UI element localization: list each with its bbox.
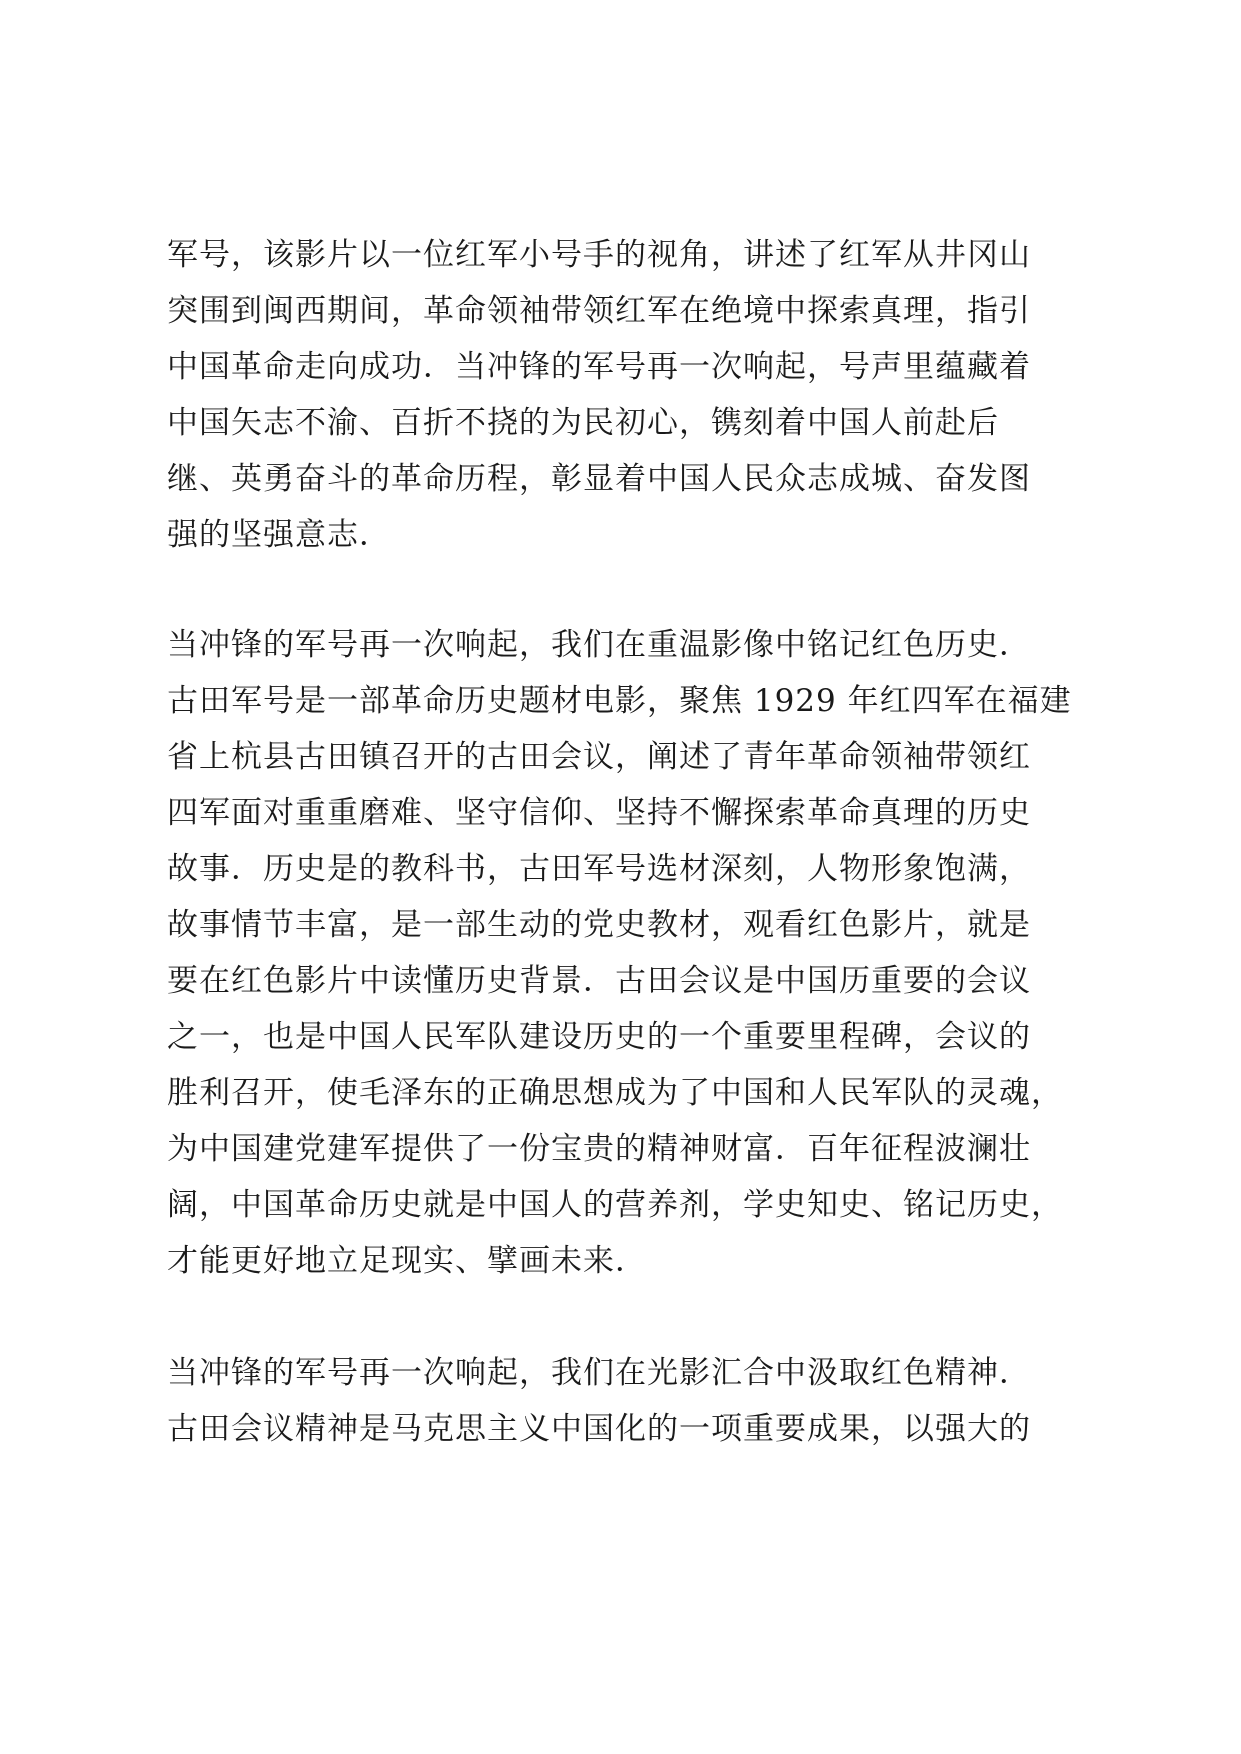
- paragraph-2: [167, 617, 1087, 1289]
- paragraph-line: 当冲锋的军号再一次响起，我们在重温影像中铭记红色历史．: [167, 627, 1031, 663]
- paragraph-line: 胜利召开，使毛泽东的正确思想成为了中国和人民军队的灵魂，: [167, 1075, 1063, 1111]
- paragraph-line: 之一，也是中国人民军队建设历史的一个重要里程碑，会议的: [167, 1019, 1031, 1055]
- paragraph-line: 古田会议精神是马克思主义中国化的一项重要成果，以强大的: [167, 1411, 1031, 1447]
- paragraph-3: [167, 1345, 1087, 1457]
- paragraph-line: 故事．历史是的教科书，古田军号选材深刻，人物形象饱满，: [167, 851, 1031, 887]
- paragraph-line: 才能更好地立足现实、擘画未来．: [167, 1243, 647, 1279]
- paragraph-line: 故事情节丰富，是一部生动的党史教材，观看红色影片，就是: [167, 907, 1031, 943]
- paragraph-line: 继、英勇奋斗的革命历程，彰显着中国人民众志成城、奋发图: [167, 461, 1031, 497]
- paragraph-line: 军号，该影片以一位红军小号手的视角，讲述了红军从井冈山: [167, 237, 1031, 273]
- paragraph-line: 四军面对重重磨难、坚守信仰、坚持不懈探索革命真理的历史: [167, 795, 1031, 831]
- paragraph-line: 要在红色影片中读懂历史背景．古田会议是中国历重要的会议: [167, 963, 1031, 999]
- paragraph-line: 阔，中国革命历史就是中国人的营养剂，学史知史、铭记历史，: [167, 1187, 1063, 1223]
- paragraph-line: 强的坚强意志．: [167, 517, 391, 553]
- paragraph-line: 省上杭县古田镇召开的古田会议，阐述了青年革命领袖带领红: [167, 739, 1031, 775]
- paragraph-line: 当冲锋的军号再一次响起，我们在光影汇合中汲取红色精神．: [167, 1355, 1031, 1391]
- paragraph-line: 突围到闽西期间，革命领袖带领红军在绝境中探索真理，指引: [167, 293, 1031, 329]
- paragraph-line: 为中国建党建军提供了一份宝贵的精神财富．百年征程波澜壮: [167, 1131, 1031, 1167]
- paragraph-1: [167, 227, 1087, 563]
- paragraph-line: 中国革命走向成功．当冲锋的军号再一次响起，号声里蕴藏着: [167, 349, 1031, 385]
- paragraph-line: 中国矢志不渝、百折不挠的为民初心，镌刻着中国人前赴后: [167, 405, 999, 441]
- paragraph-line: 古田军号是一部革命历史题材电影，聚焦 1929 年红四军在福建: [167, 683, 1072, 719]
